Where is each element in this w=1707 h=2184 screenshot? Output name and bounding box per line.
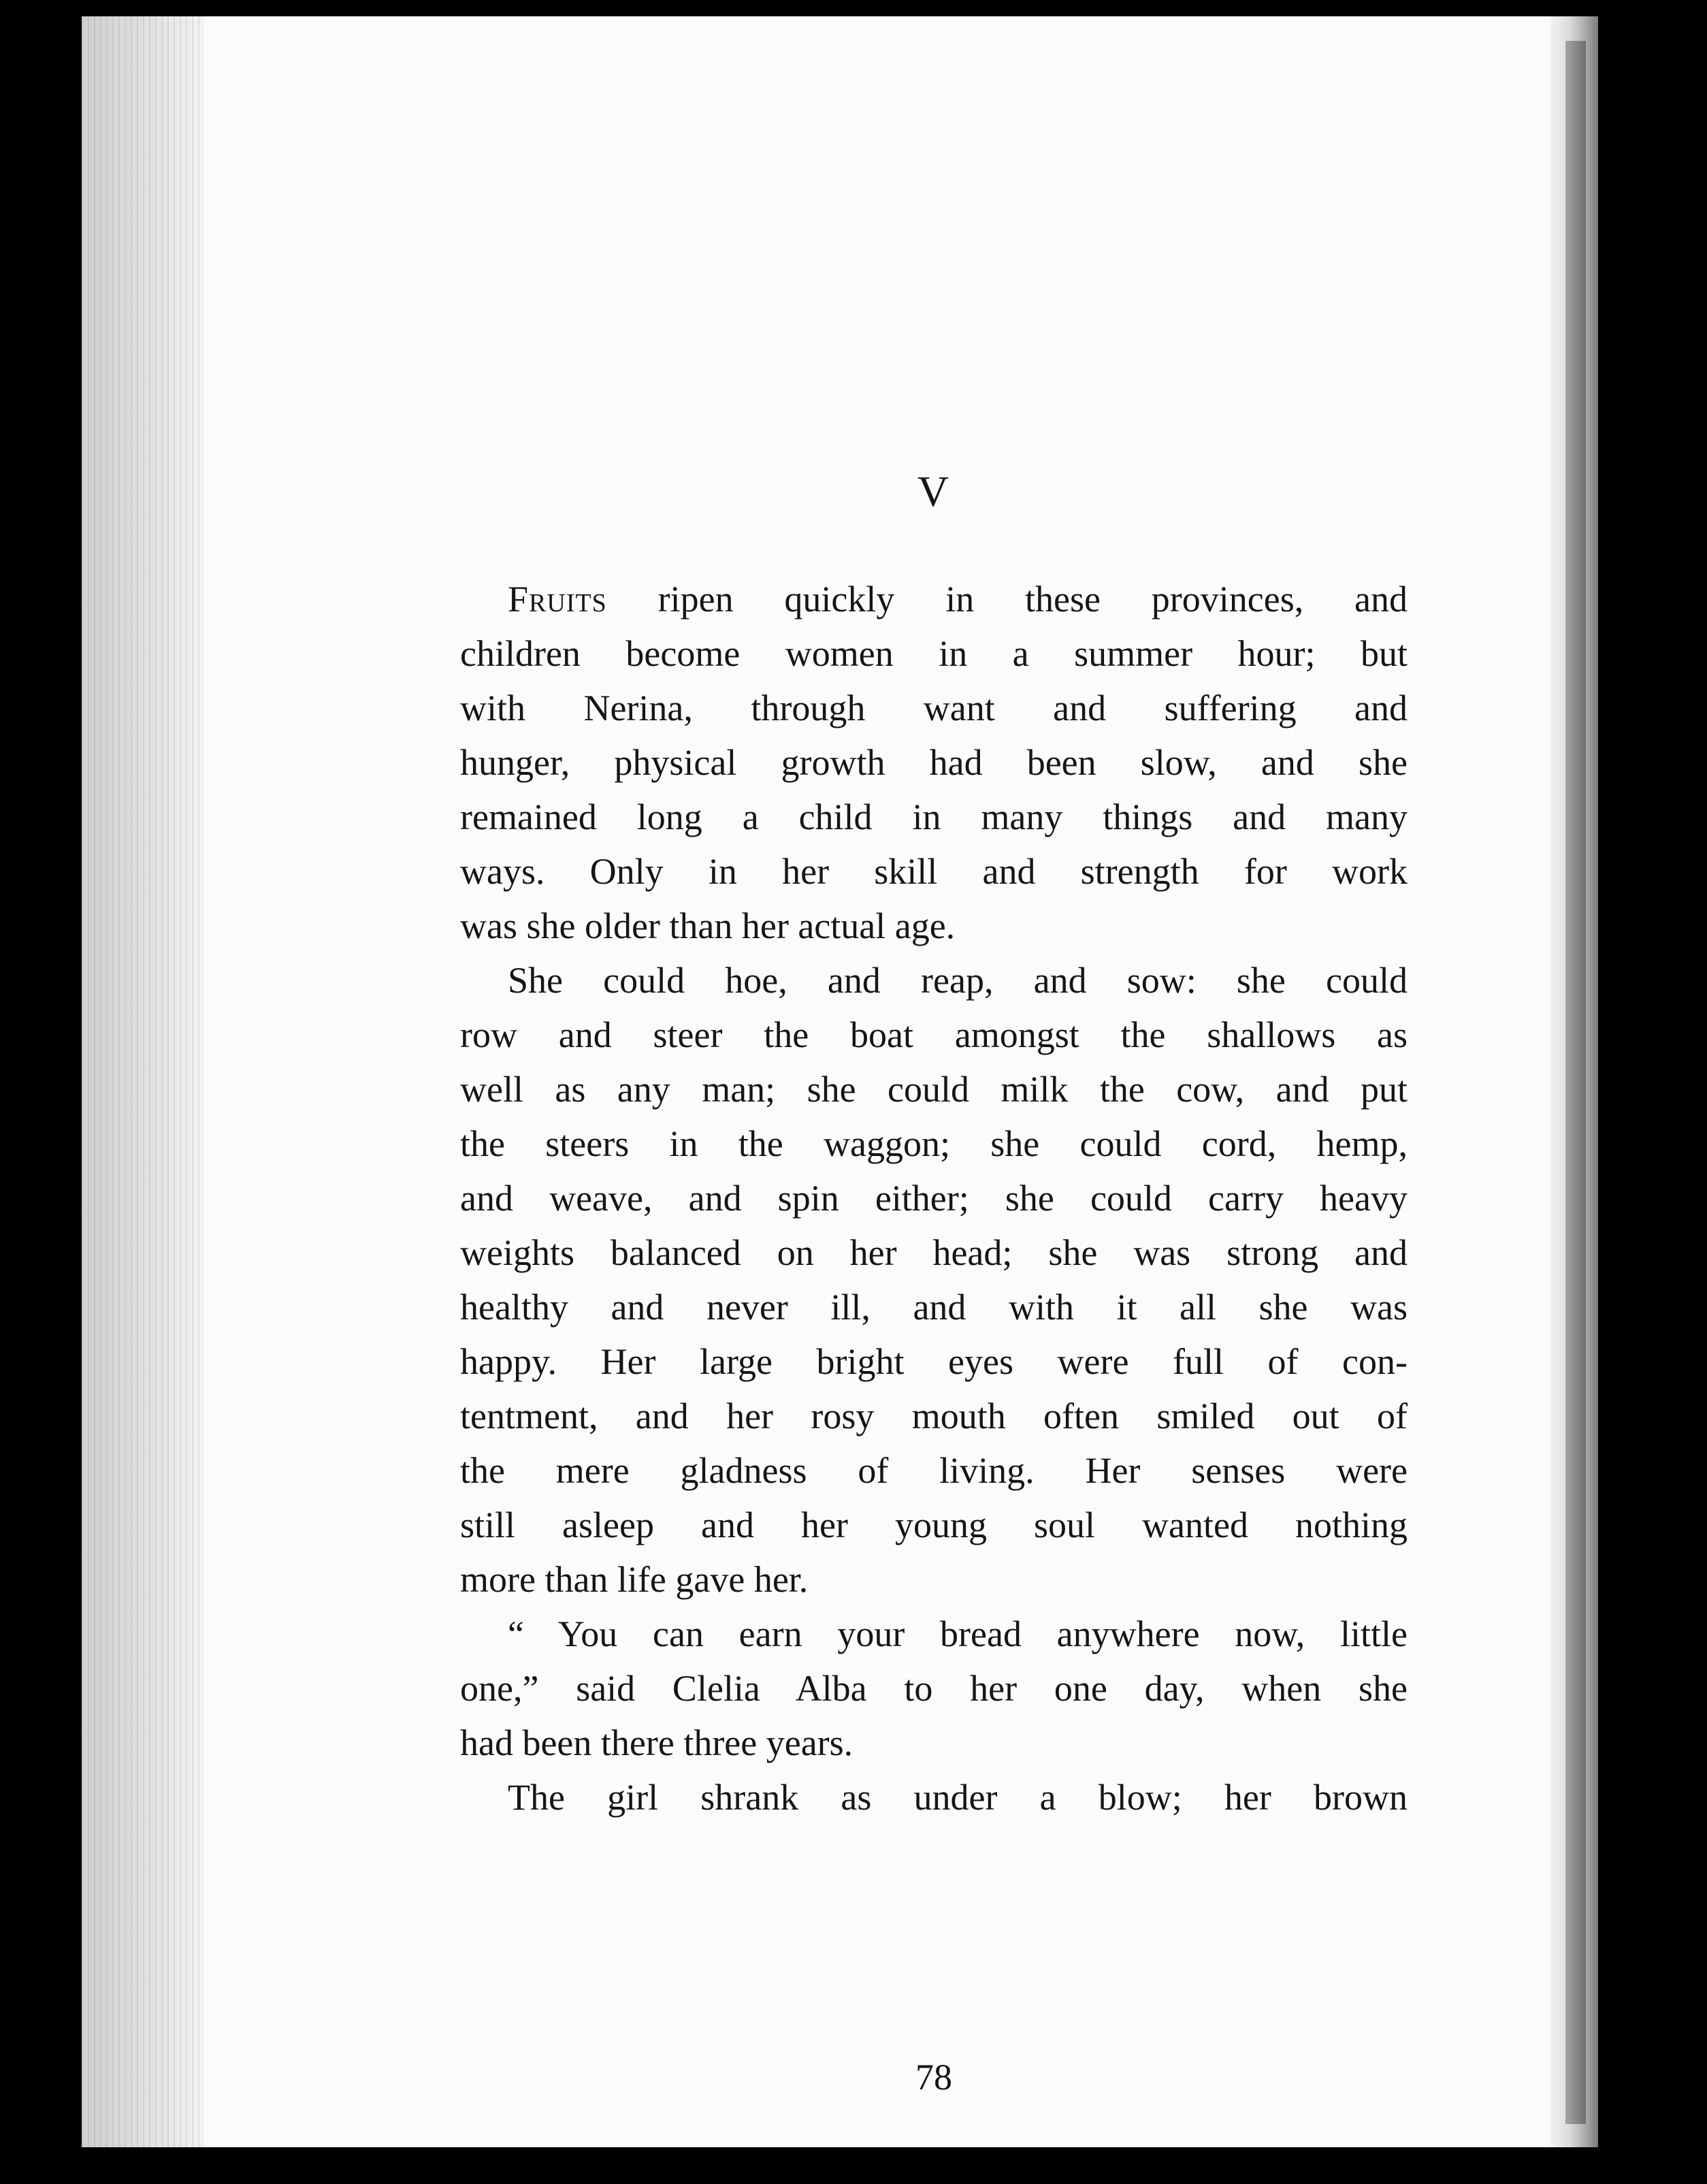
page-block-left-edge xyxy=(82,16,211,2147)
page-number: 78 xyxy=(915,2057,952,2098)
line-rest: ripen quickly in these provinces, and xyxy=(606,579,1408,620)
page-gutter-shadow xyxy=(1565,41,1586,2124)
text-line: She could hoe, and reap, and sow: she could xyxy=(508,960,1408,1001)
text-line: row and steer the boat amongst the shallows as xyxy=(460,1014,1408,1055)
text-line xyxy=(460,572,1408,626)
text-line: with Nerina, through want and suffering and xyxy=(460,688,1408,728)
text-line: was she older than her actual age. xyxy=(460,905,956,946)
drop-word: Fruits xyxy=(508,579,607,620)
text-line: had been there three years. xyxy=(460,1722,854,1763)
text-line: remained long a child in many things and many xyxy=(460,797,1408,837)
text-line: happy. Her large bright eyes were full of con- xyxy=(460,1341,1408,1382)
text-line: well as any man; she could milk the cow, and put xyxy=(460,1069,1408,1110)
text-line: healthy and never ill, and with it all she was xyxy=(460,1287,1408,1328)
chapter-heading: V xyxy=(917,467,951,515)
text-line: the steers in the waggon; she could cord, hemp, xyxy=(460,1123,1408,1164)
text-line: “ You can earn your bread anywhere now, little xyxy=(508,1613,1408,1654)
text-line: more than life gave her. xyxy=(460,1559,809,1600)
text-line: the mere gladness of living. Her senses were xyxy=(460,1450,1408,1491)
text-line: tentment, and her rosy mouth often smiled out of xyxy=(460,1396,1408,1436)
text-line: ways. Only in her skill and strength for work xyxy=(460,851,1408,892)
text-line: hunger, physical growth had been slow, and she xyxy=(460,742,1408,783)
text-line: weights balanced on her head; she was strong and xyxy=(460,1232,1408,1273)
text-line: still asleep and her young soul wanted nothing xyxy=(460,1505,1408,1545)
text-line: and weave, and spin either; she could carry heavy xyxy=(460,1178,1408,1219)
body-text xyxy=(460,572,1408,1825)
text-line: The girl shrank as under a blow; her brown xyxy=(508,1777,1408,1818)
text-line: children become women in a summer hour; but xyxy=(460,633,1408,674)
text-line: one,” said Clelia Alba to her one day, when she xyxy=(460,1668,1408,1709)
